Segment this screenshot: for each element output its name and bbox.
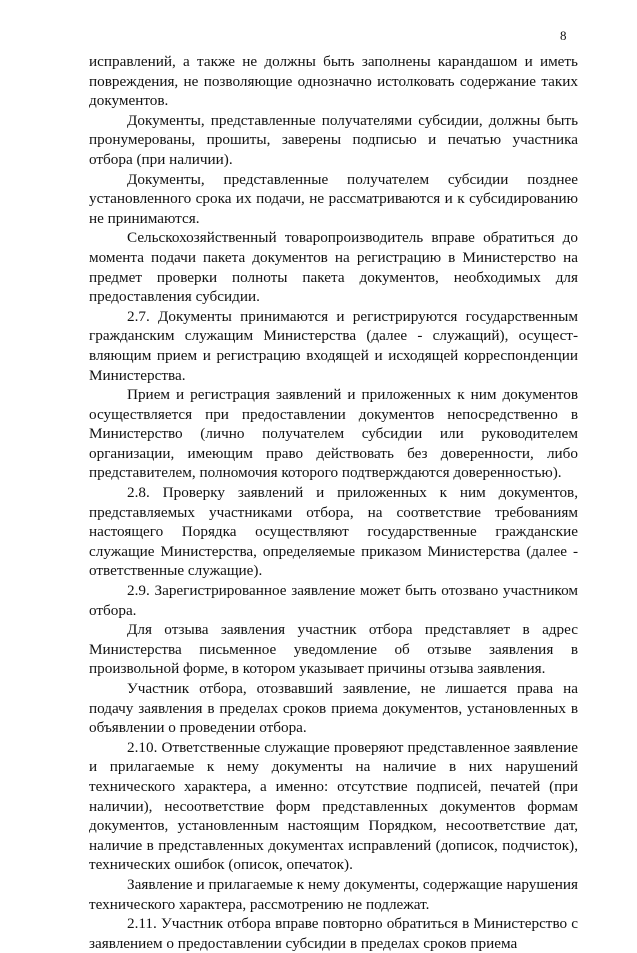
paragraph-2-9: 2.9. Зарегистрированное заявление может быть отозвано участником отбора. [89,582,578,619]
page-number: 8 [560,28,567,43]
paragraph-resubmission-right: Участник отбора, отозвавший заявление, не лишается права на подачу заявления в пределах сроков приема документов, установленных в объявлении о проведении отбора. [89,680,578,737]
paragraph-technical-violations: Заявление и прилагаемые к нему документы, содержащие нарушения технического характера, рассмотрению не подлежат. [89,875,578,913]
paragraph-2-8: 2.8. Проверку заявлений и приложенных к ним документов, представляемых участниками отбора, на соответствие требованиям настоящего Порядка осуществляют государственные гражданские служащие Министерства, определяемые приказом Министерства (далее - ответственные служащие). [89,484,578,580]
paragraph-2-7: 2.7. Документы принимаются и регистрируются государственным гражданским служащим Министерства (далее - служащий), осущест-вляющим прием и регистрацию входящей и исходящей корреспонденции Министерства. [89,307,578,384]
paragraph-pre-check: Сельскохозяйственный товаропроизводитель вправе обратиться до момента подачи пакета документов на регистрацию в Министерство на предмет проверки полноты пакета документов, необходимых для предоставления субсидии. [89,229,578,306]
paragraph-numbering-requirements: Документы, представленные получателями субсидии, должны быть пронумерованы, прошиты, заверены подписью и печатью участника отбора (при наличии). [89,111,578,168]
paragraph-2-10: 2.10. Ответственные служащие проверяют представленное заявление и прилагаемые к нему документы на наличие в них нарушений технического характера, а именно: отсутствие подписей, печатей (при наличии), несоответствие форм представленных документов формам документов, установленным настоящим Порядком, несоответствие дат, наличие в представленных документах исправлений (дописок, подчисток), технических ошибок (описок, опечаток). [89,738,578,874]
paragraph-2-11: 2.11. Участник отбора вправе повторно обратиться в Министерство с заявлением о предоставлении субсидии в пределах сроков приема [89,915,578,952]
paragraph-late-submission: Документы, представленные получателем субсидии позднее установленного срока их подачи, не рассматриваются и к субсидированию не принимаются. [89,170,578,227]
paragraph-continuation: исправлений, а также не должны быть заполнены карандашом и иметь повреждения, не позволяющие однозначно истолковать содержание таких документов. [89,53,578,110]
paragraph-withdrawal: Для отзыва заявления участник отбора представляет в адрес Министерства письменное уведомление об отзыве заявления в произвольной форме, в котором указывает причины отзыва заявления. [89,621,578,678]
document-body [89,52,578,953]
paragraph-reception: Прием и регистрация заявлений и приложенных к ним документов осуществляется при предоставлении документов непосредственно в Министерство (лично получателем субсидии или руководителем организации, имеющим право действовать без доверенности, либо представителем, полномочия которого подтверждаются доверенностью). [89,386,578,482]
